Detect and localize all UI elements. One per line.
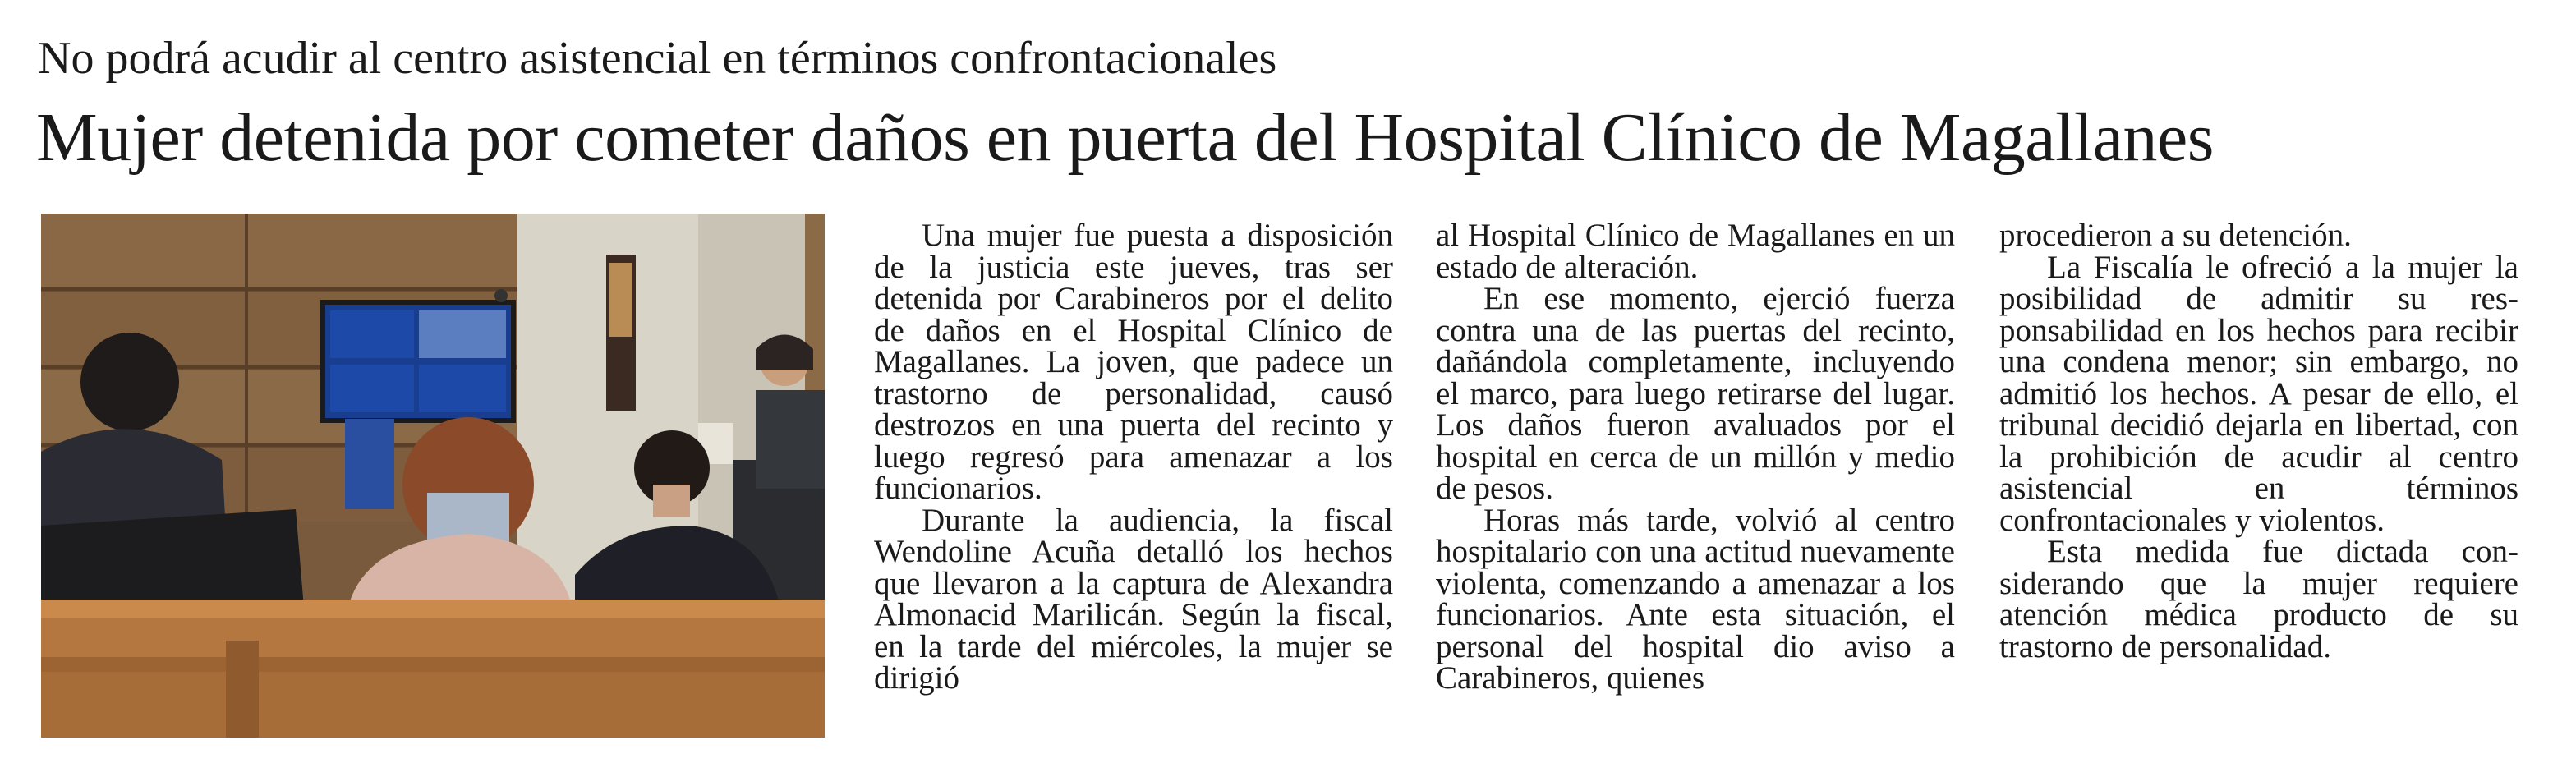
- paragraph: Una mujer fue puesta a disposición de la justicia este jueves, tras ser detenida por Carabineros por el delito de daños en el Hospital Clínico de Magallanes. La joven, que padece un trastorno de personalidad, causó destrozos en una puerta del recinto y luego regresó para amenazar a los funcionarios.: [874, 218, 1393, 506]
- courtroom-photo: [41, 214, 825, 738]
- paragraph: En ese momento, ejerció fuerza contra una de las puertas del recinto, dañándola completamente, incluyendo el marco, para luego retirarse del lugar. Los daños fueron avaluados por el hospital en cerca de un millón y medio de pesos.: [1436, 281, 1955, 506]
- paragraph: procedieron a su detención.: [1999, 218, 2352, 253]
- paragraph: Horas más tarde, volvió al centro hospitalario con una actitud nuevamente violenta, comenzando a amenazar a los funcionarios. Ante esta situación, el personal del hospital dio aviso a Carabineros, quienes: [1436, 502, 1955, 696]
- kicker-subtitle: No podrá acudir al centro asistencial en términos confrontacionales: [38, 33, 1277, 84]
- article-column-1: [874, 220, 1393, 695]
- paragraph: Esta medida fue dictada considerando que la mujer requiere atención médica producto de su trastorno de personalidad.: [1999, 534, 2518, 664]
- paragraph: La Fiscalía le ofreció a la mujer la posibilidad de admitir su responsabilidad en los hechos para recibir una condena menor; sin embargo, no admitió los hechos. A pesar de ello, el tribunal decidió dejarla en libertad, con la prohibición de acudir al centro asistencial en términos confrontacionales y violentos.: [1999, 249, 2518, 538]
- paragraph: al Hospital Clínico de Magallanes en un estado de alteración.: [1436, 218, 1955, 285]
- article-column-3: [1999, 220, 2518, 663]
- article-column-2: [1436, 220, 1955, 695]
- paragraph: Durante la audiencia, la fiscal Wendoline Acuña detalló los hechos que llevaron a la captura de Alexandra Almonacid Marilicán. Según la fiscal, en la tarde del miércoles, la mujer se dirigió: [874, 502, 1393, 696]
- headline: Mujer detenida por cometer daños en puerta del Hospital Clínico de Magallanes: [36, 99, 2214, 176]
